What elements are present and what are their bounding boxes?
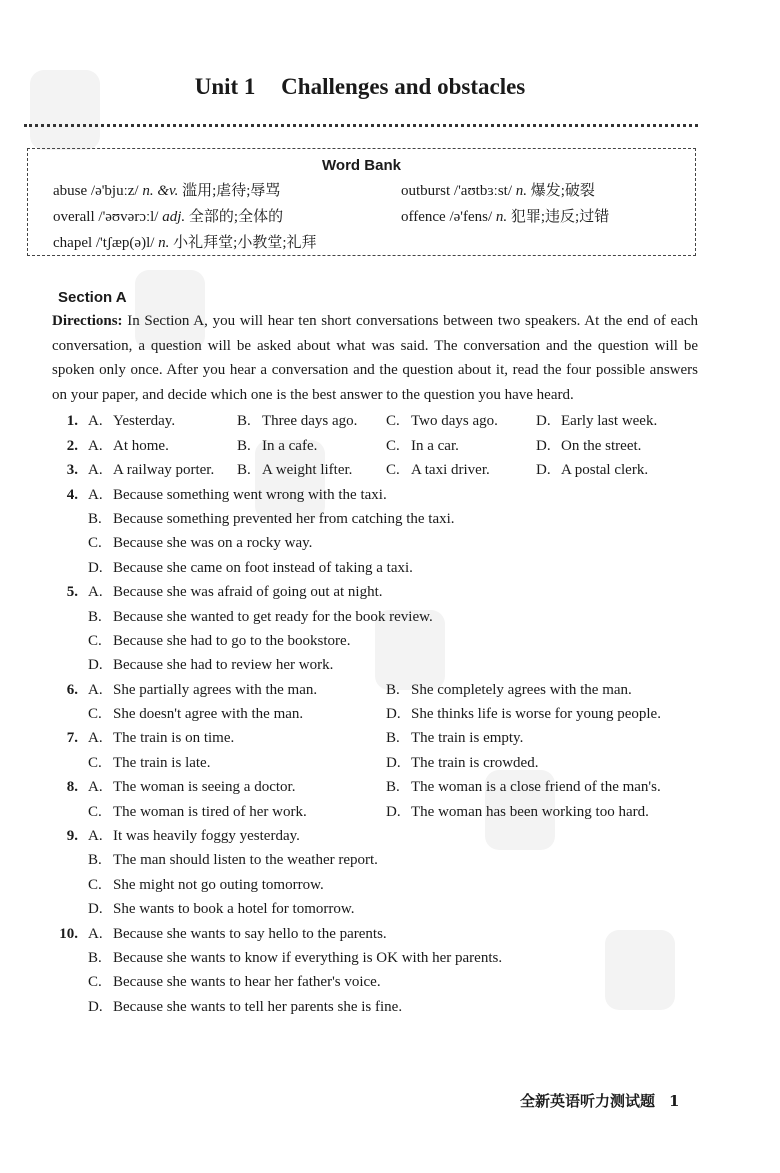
page-footer (520, 1090, 679, 1111)
entry-pos: n. (495, 209, 508, 225)
option-text: Because she was on a rocky way. (113, 535, 313, 552)
question-row (0, 970, 780, 994)
option-letter: C. (88, 876, 102, 893)
option-text: Because she wants to say hello to the parents. (113, 925, 387, 942)
entry-word: overall (53, 209, 95, 225)
option-text: It was heavily foggy yesterday. (113, 828, 300, 845)
entry-meaning: 犯罪;违反;过错 (510, 209, 610, 225)
book-title: 全新英语听力测试题 (520, 1092, 656, 1110)
answer-option (88, 483, 387, 507)
word-bank-entry (53, 179, 280, 200)
answer-option (386, 409, 498, 433)
option-letter: D. (536, 462, 551, 479)
question-row (0, 678, 780, 702)
answer-option (237, 434, 317, 458)
question-row (0, 556, 780, 580)
answer-option (88, 751, 210, 775)
entry-ipa: /'əʊvərɔːl/ (98, 209, 159, 225)
option-letter: D. (88, 998, 103, 1015)
answer-option (88, 531, 312, 555)
question-row (0, 483, 780, 507)
answer-option (88, 580, 383, 604)
option-text: A taxi driver. (411, 462, 490, 479)
entry-meaning: 滥用;虐待;辱骂 (182, 183, 281, 199)
answer-option (88, 922, 387, 946)
option-letter: A. (88, 925, 103, 942)
answer-option (386, 458, 490, 482)
entry-word: offence (401, 209, 446, 225)
entry-meaning: 小礼拜堂;小教堂;礼拜 (173, 235, 317, 251)
option-letter: D. (386, 706, 401, 723)
question-number: 5. (66, 584, 78, 601)
entry-pos: n. (158, 235, 170, 251)
option-letter: C. (88, 754, 102, 771)
question-number: 4. (66, 486, 78, 503)
option-text: Yesterday. (113, 413, 176, 430)
question-row (0, 531, 780, 555)
answer-option (386, 702, 661, 726)
option-text: The train is on time. (113, 730, 235, 747)
question-row (0, 653, 780, 677)
option-letter: D. (88, 559, 103, 576)
option-letter: C. (88, 706, 102, 723)
option-text: At home. (113, 437, 169, 454)
option-text: She thinks life is worse for young people. (411, 706, 661, 723)
option-letter: A. (88, 437, 103, 454)
answer-option (536, 458, 648, 482)
option-letter: A. (88, 486, 103, 503)
page-title (0, 74, 720, 100)
question-row (0, 824, 780, 848)
word-bank-entry (53, 205, 283, 226)
answer-option (88, 653, 333, 677)
question-number: 7. (66, 730, 78, 747)
section-heading: Section A (58, 289, 127, 306)
answer-option (386, 751, 538, 775)
option-text: In a car. (411, 437, 459, 454)
question-row (0, 995, 780, 1019)
answer-option (88, 873, 324, 897)
page-number: 1 (669, 1092, 680, 1110)
question-row (0, 629, 780, 653)
answer-option (386, 800, 649, 824)
entry-word: chapel (53, 235, 93, 251)
question-number: 1. (66, 413, 78, 430)
answer-option (88, 507, 455, 531)
answer-option (88, 995, 402, 1019)
option-letter: C. (386, 413, 400, 430)
option-letter: B. (88, 608, 102, 625)
option-letter: B. (88, 949, 102, 966)
answer-option (88, 458, 214, 482)
question-row (0, 580, 780, 604)
option-text: Because she came on foot instead of taking a taxi. (113, 559, 413, 576)
option-text: The train is late. (113, 754, 211, 771)
answer-option (237, 458, 352, 482)
option-text: She wants to book a hotel for tomorrow. (113, 901, 355, 918)
entry-meaning: 全部的;全体的 (188, 209, 284, 225)
option-text: Because something went wrong with the taxi. (113, 486, 387, 503)
question-row (0, 775, 780, 799)
option-text: A railway porter. (113, 462, 215, 479)
word-bank (27, 148, 696, 256)
option-letter: B. (237, 437, 251, 454)
entry-ipa: /ə'fens/ (449, 209, 493, 225)
question-row (0, 434, 780, 458)
entry-word: abuse (53, 183, 88, 199)
option-text: The woman is a close friend of the man's. (411, 779, 661, 796)
answer-option (386, 434, 459, 458)
option-letter: B. (88, 852, 102, 869)
option-text: Two days ago. (411, 413, 498, 430)
option-letter: B. (237, 413, 251, 430)
dotted-divider (24, 124, 698, 127)
entry-word: outburst (401, 183, 451, 199)
unit-label: Unit 1 (194, 74, 256, 99)
answer-option (536, 434, 641, 458)
question-row (0, 726, 780, 750)
entry-pos: adj. (162, 209, 186, 225)
answer-option (88, 434, 169, 458)
answer-option (88, 702, 303, 726)
entry-ipa: /'tʃæp(ə)l/ (95, 235, 155, 251)
option-text: A weight lifter. (262, 462, 353, 479)
option-text: A postal clerk. (561, 462, 649, 479)
option-text: She might not go outing tomorrow. (113, 876, 324, 893)
answer-option (88, 800, 307, 824)
question-row (0, 458, 780, 482)
option-letter: C. (88, 632, 102, 649)
option-text: The train is crowded. (411, 754, 539, 771)
option-letter: D. (536, 437, 551, 454)
option-letter: D. (536, 413, 551, 430)
option-letter: D. (88, 657, 103, 674)
question-number: 6. (66, 681, 78, 698)
option-text: Three days ago. (262, 413, 358, 430)
option-letter: A. (88, 730, 103, 747)
word-bank-entry (53, 231, 317, 252)
unit-topic: Challenges and obstacles (281, 74, 526, 99)
option-letter: B. (386, 681, 400, 698)
option-text: She completely agrees with the man. (411, 681, 632, 698)
option-text: The train is empty. (411, 730, 524, 747)
entry-meaning: 爆发;破裂 (530, 183, 595, 199)
option-text: She doesn't agree with the man. (113, 706, 304, 723)
option-text: The woman has been working too hard. (411, 803, 649, 820)
question-number: 2. (66, 437, 78, 454)
answer-option (88, 775, 295, 799)
option-text: Because she wants to tell her parents she is fine. (113, 998, 403, 1015)
answer-option (88, 946, 502, 970)
question-row (0, 946, 780, 970)
question-number: 10. (59, 925, 78, 942)
option-letter: D. (386, 754, 401, 771)
section-a-body (0, 309, 780, 1019)
question-row (0, 605, 780, 629)
option-letter: C. (88, 535, 102, 552)
option-text: Early last week. (561, 413, 658, 430)
answer-option (88, 824, 300, 848)
option-text: Because she wanted to get ready for the book review. (113, 608, 433, 625)
answer-option (386, 775, 661, 799)
word-bank-entry (401, 179, 595, 200)
option-letter: A. (88, 779, 103, 796)
option-letter: A. (88, 828, 103, 845)
question-row (0, 751, 780, 775)
question-row (0, 409, 780, 433)
option-letter: B. (88, 510, 102, 527)
question-list (0, 409, 780, 1019)
entry-pos: n. &v. (142, 183, 179, 199)
entry-ipa: /'aʊtbɜːst/ (453, 183, 512, 199)
word-bank-entry (401, 205, 609, 226)
option-text: On the street. (561, 437, 642, 454)
option-letter: C. (386, 437, 400, 454)
entry-pos: n. (515, 183, 527, 199)
option-text: The woman is seeing a doctor. (113, 779, 296, 796)
option-text: Because she wants to know if everything is OK with her parents. (113, 949, 503, 966)
option-letter: B. (237, 462, 251, 479)
question-number: 9. (66, 828, 78, 845)
directions-text: In Section A, you will hear ten short conversations between two speakers. At the end of each conversation, a question will be asked about what was said. The conversation and the question will be spoken only once. After you hear a conversation and the question about it, read the four possible answers on your paper, and decide which one is the best answer to the question you have heard. (52, 313, 699, 403)
question-row (0, 848, 780, 872)
option-letter: C. (386, 462, 400, 479)
question-row (0, 922, 780, 946)
answer-option (88, 605, 433, 629)
answer-option (88, 678, 317, 702)
question-row (0, 873, 780, 897)
option-text: In a cafe. (262, 437, 318, 454)
option-text: She partially agrees with the man. (113, 681, 318, 698)
option-text: The man should listen to the weather report. (113, 852, 378, 869)
directions (52, 309, 698, 407)
answer-option (386, 678, 632, 702)
question-row (0, 897, 780, 921)
question-row (0, 702, 780, 726)
option-letter: A. (88, 462, 103, 479)
option-text: Because she had to review her work. (113, 657, 334, 674)
question-row (0, 507, 780, 531)
word-bank-title: Word Bank (322, 157, 401, 174)
option-letter: D. (386, 803, 401, 820)
answer-option (88, 897, 355, 921)
answer-option (88, 726, 234, 750)
question-number: 3. (66, 462, 78, 479)
option-letter: A. (88, 584, 103, 601)
answer-option (88, 409, 175, 433)
option-text: Because she wants to hear her father's voice. (113, 974, 381, 991)
question-row (0, 800, 780, 824)
option-letter: B. (386, 779, 400, 796)
answer-option (88, 970, 381, 994)
option-letter: C. (88, 974, 102, 991)
answer-option (88, 848, 378, 872)
option-text: Because something prevented her from catching the taxi. (113, 510, 455, 527)
question-number: 8. (66, 779, 78, 796)
answer-option (88, 629, 350, 653)
option-text: Because she had to go to the bookstore. (113, 632, 351, 649)
option-text: The woman is tired of her work. (113, 803, 307, 820)
directions-label: Directions: (52, 313, 123, 329)
option-letter: C. (88, 803, 102, 820)
entry-ipa: /ə'bjuːz/ (90, 183, 139, 199)
option-letter: D. (88, 901, 103, 918)
option-letter: A. (88, 681, 103, 698)
answer-option (536, 409, 657, 433)
answer-option (88, 556, 413, 580)
option-letter: B. (386, 730, 400, 747)
answer-option (237, 409, 357, 433)
option-text: Because she was afraid of going out at night. (113, 584, 383, 601)
answer-option (386, 726, 523, 750)
option-letter: A. (88, 413, 103, 430)
